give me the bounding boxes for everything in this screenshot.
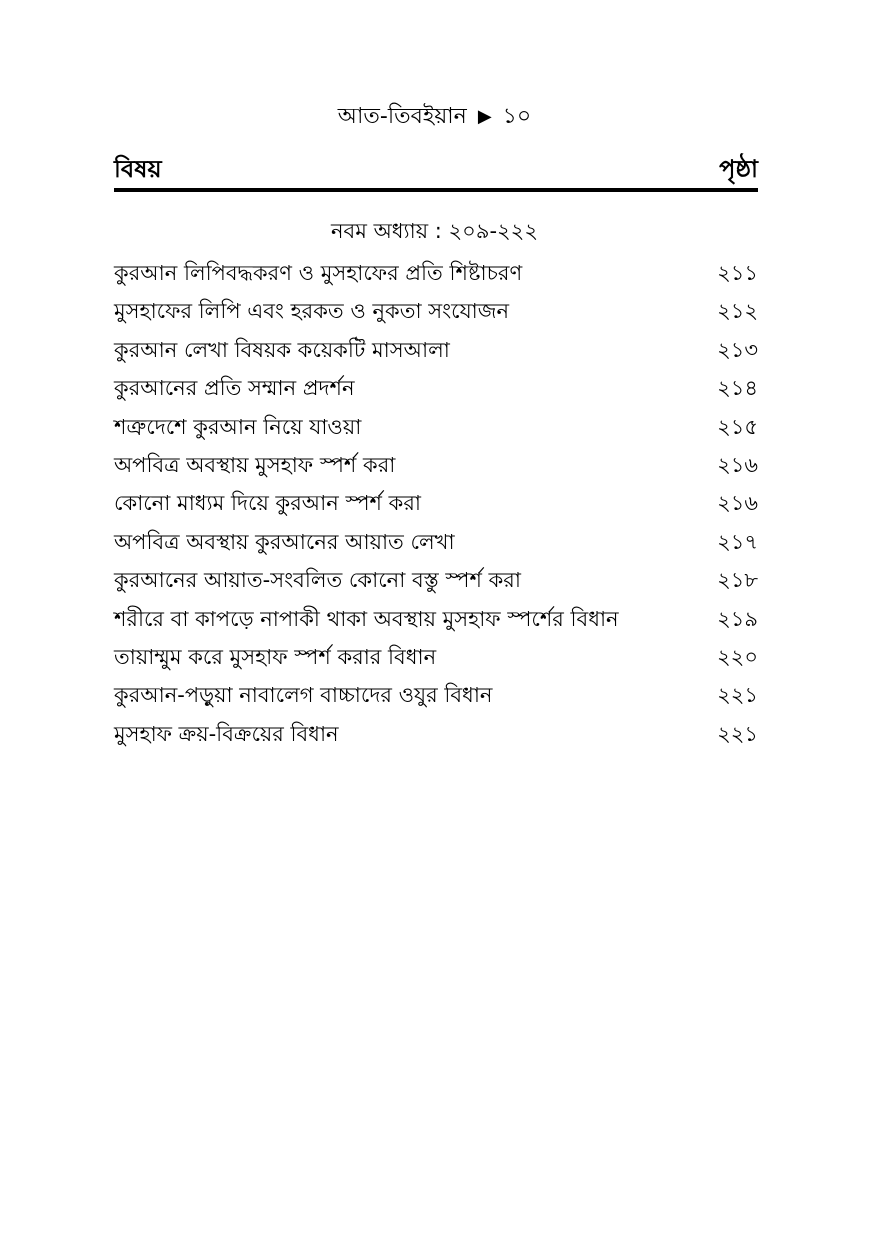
toc-entry-page: ২২০ (717, 644, 758, 669)
toc-entry-page: ২১৭ (717, 529, 758, 554)
header-divider (114, 188, 758, 192)
toc-entry-title: কুরআনের প্রতি সম্মান প্রদর্শন (114, 376, 355, 401)
toc-entry-title: কুরআন লেখা বিষয়ক কয়েকটি মাসআলা (114, 337, 450, 362)
toc-entry (114, 448, 758, 486)
toc-entry-page: ২১৪ (717, 376, 758, 401)
toc-entry-title: কুরআন লিপিবদ্ধকরণ ও মুসহাফের প্রতি শিষ্টাচরণ (114, 261, 523, 285)
page-number: ১০ (502, 104, 532, 129)
toc-entry (114, 410, 758, 448)
toc-entry-title: অপবিত্র অবস্থায় মুসহাফ স্পর্শ করা (114, 452, 396, 477)
toc-entry (114, 294, 758, 332)
toc-entry-title: শরীরে বা কাপড়ে নাপাকী থাকা অবস্থায় মুসহাফ স্পর্শের বিধান (114, 606, 619, 631)
toc-entry-page: ২১৫ (717, 414, 758, 439)
toc-entry-page: ২১৯ (717, 606, 758, 631)
toc-entry-title: কুরআনের আয়াত-সংবলিত কোনো বস্তু স্পর্শ করা (114, 568, 521, 593)
toc-entry (114, 640, 758, 678)
toc-entry (114, 678, 758, 716)
toc-entry-page: ২১৬ (717, 452, 758, 477)
toc-entry (114, 525, 758, 563)
toc-entry-page: ২২১ (717, 683, 758, 708)
subject-column-label: বিষয় (114, 155, 162, 183)
running-header (0, 102, 869, 132)
toc-entry-page: ২১৩ (717, 337, 758, 362)
toc-entry-page: ২১২ (717, 299, 758, 324)
toc-entry (114, 717, 758, 755)
toc-entry-page: ২১৮ (717, 568, 758, 593)
toc-entry-title: অপবিত্র অবস্থায় কুরআনের আয়াত লেখা (114, 529, 455, 554)
toc-entry-title: শত্রুদেশে কুরআন নিয়ে যাওয়া (114, 414, 362, 439)
toc-entry (114, 333, 758, 371)
toc-entry-page: ২১৬ (717, 491, 758, 516)
toc-entry-title: কোনো মাধ্যম দিয়ে কুরআন স্পর্শ করা (114, 491, 421, 516)
toc-entry-title: তায়াম্মুম করে মুসহাফ স্পর্শ করার বিধান (114, 644, 437, 669)
column-headers (114, 152, 758, 186)
play-arrow-icon: ▶ (477, 106, 492, 127)
toc-entry-page: ২১১ (717, 261, 758, 285)
toc-entry (114, 256, 758, 294)
toc-entry-title: কুরআন-পড়ুয়া নাবালেগ বাচ্চাদের ওযুর বিধান (114, 683, 493, 708)
chapter-heading: নবম অধ্যায় : ২০৯-২২২ (331, 219, 538, 243)
toc-entry-title: মুসহাফের লিপি এবং হরকত ও নুকতা সংযোজন (114, 299, 510, 324)
book-title: আত-তিবইয়ান (337, 104, 467, 129)
toc-entry (114, 602, 758, 640)
toc-entry-page: ২২১ (717, 721, 758, 746)
toc-entry-title: মুসহাফ ক্রয়-বিক্রয়ের বিধান (114, 721, 339, 746)
toc-entry (114, 371, 758, 409)
table-of-contents (114, 256, 758, 755)
toc-entry (114, 563, 758, 601)
toc-entry (114, 486, 758, 524)
page-column-label: পৃষ্ঠা (719, 155, 758, 183)
